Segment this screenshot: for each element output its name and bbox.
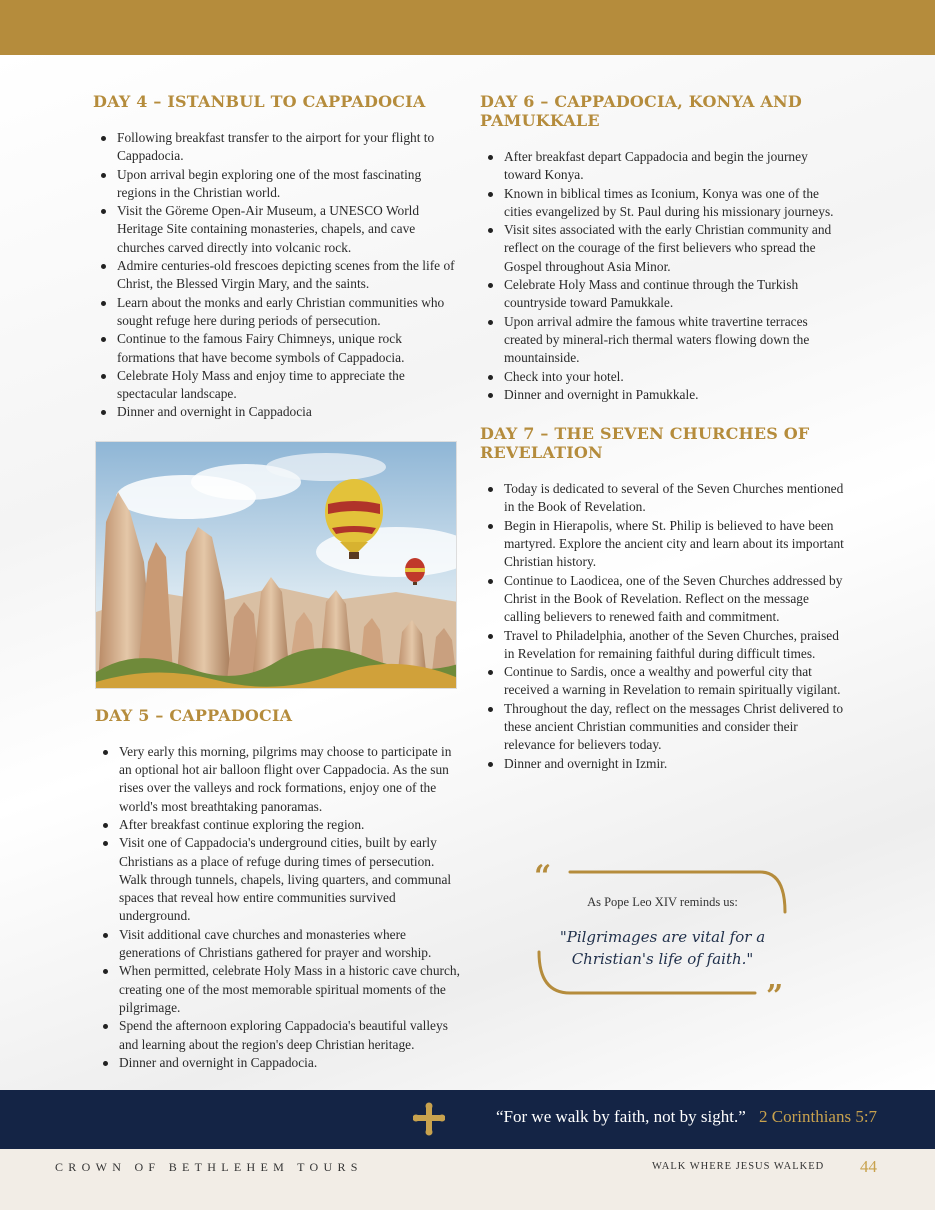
list-item: Very early this morning, pilgrims may choose to participate in an optional hot air balloon flight over Cappadocia. As the sun rises over the valleys and rock formations, enjoy one of the world's most breathtaking panoramas.	[95, 743, 461, 816]
list-item: Celebrate Holy Mass and enjoy time to appreciate the spectacular landscape.	[93, 367, 461, 404]
day5-list	[95, 743, 461, 1072]
list-item: Continue to Laodicea, one of the Seven Churches addressed by Christ in the Book of Revelation. Reflect on the message calling believers to renewed faith and commitment.	[480, 572, 845, 627]
open-quote-icon: “	[534, 859, 552, 894]
left-column	[93, 92, 461, 1072]
list-item: Visit additional cave churches and monasteries where generations of Christians gathered for prayer and worship.	[95, 926, 461, 963]
day5-heading: DAY 5 – CAPPADOCIA	[95, 705, 293, 725]
list-item: Continue to the famous Fairy Chimneys, unique rock formations that have become symbols of Cappadocia.	[93, 330, 461, 367]
list-item: Upon arrival begin exploring one of the most fascinating regions in the Christian world.	[93, 166, 461, 203]
cappadocia-balloons-photo	[95, 441, 457, 689]
list-item: Today is dedicated to several of the Seven Churches mentioned in the Book of Revelation.	[480, 480, 845, 517]
quote-box	[530, 859, 795, 1014]
list-item: Learn about the monks and early Christian communities who sought refuge here during periods of persecution.	[93, 294, 461, 331]
list-item: Dinner and overnight in Cappadocia.	[95, 1054, 461, 1072]
list-item: After breakfast continue exploring the region.	[95, 816, 461, 834]
day4-list	[93, 129, 461, 422]
footer-band	[0, 1090, 935, 1149]
list-item: Dinner and overnight in Cappadocia	[93, 403, 461, 421]
list-item: Visit the Göreme Open-Air Museum, a UNESCO World Heritage Site containing monasteries, chapels, and cave churches carved directly into volcanic rock.	[93, 202, 461, 257]
day7-list	[480, 480, 845, 773]
footer-reference: 2 Corinthians 5:7	[759, 1107, 878, 1126]
brand-name: CROWN OF BETHLEHEM TOURS	[55, 1160, 363, 1174]
list-item: Visit one of Cappadocia's underground cities, built by early Christians as a place of refuge during times of persecution. Walk through tunnels, chapels, living quarters, and communal spaces that reveal how entire communities survived underground.	[95, 834, 461, 925]
list-item: Check into your hotel.	[480, 368, 845, 386]
day6-heading: DAY 6 – CAPPADOCIA, KONYA AND PAMUKKALE	[480, 92, 802, 130]
list-item: Dinner and overnight in Izmir.	[480, 755, 845, 773]
page-number: 44	[860, 1157, 877, 1176]
cross-icon	[413, 1102, 445, 1140]
list-item: Spend the afternoon exploring Cappadocia's beautiful valleys and learning about the region's deep Christian heritage.	[95, 1017, 461, 1054]
tagline: WALK WHERE JESUS WALKED	[652, 1161, 825, 1172]
list-item: Admire centuries-old frescoes depicting scenes from the life of Christ, the Blessed Virgin Mary, and the saints.	[93, 257, 461, 294]
list-item: Throughout the day, reflect on the messages Christ delivered to these ancient Christian communities and consider their relevance for believers today.	[480, 700, 845, 755]
bottom-strip	[0, 1149, 935, 1210]
quote-text: "Pilgrimages are vital for a Christian's life of faith."	[559, 928, 766, 968]
list-item: After breakfast depart Cappadocia and begin the journey toward Konya.	[480, 148, 845, 185]
list-item: Continue to Sardis, once a wealthy and powerful city that received a warning in Revelation to remain spiritually vigilant.	[480, 663, 845, 700]
header-band	[0, 0, 935, 55]
list-item: Begin in Hierapolis, where St. Philip is believed to have been martyred. Explore the ancient city and learn about its important Christian history.	[480, 517, 845, 572]
list-item: Travel to Philadelphia, another of the Seven Churches, praised in Revelation for remaining faithful during difficult times.	[480, 627, 845, 664]
close-quote-icon: ”	[766, 979, 784, 1014]
day7-heading: DAY 7 – THE SEVEN CHURCHES OF REVELATION	[480, 424, 810, 463]
day4-heading: DAY 4 – ISTANBUL TO CAPPADOCIA	[93, 92, 426, 111]
footer-verse: “For we walk by faith, not by sight.”	[496, 1107, 746, 1126]
list-item: When permitted, celebrate Holy Mass in a historic cave church, creating one of the most memorable spiritual moments of the pilgrimage.	[95, 962, 461, 1017]
right-column	[480, 92, 845, 773]
list-item: Visit sites associated with the early Christian community and reflect on the courage of the first believers who spread the Gospel throughout Asia Minor.	[480, 221, 845, 276]
list-item: Following breakfast transfer to the airport for your flight to Cappadocia.	[93, 129, 461, 166]
day6-list	[480, 148, 845, 404]
list-item: Dinner and overnight in Pamukkale.	[480, 386, 845, 404]
list-item: Upon arrival admire the famous white travertine terraces created by mineral-rich thermal waters flowing down the mountainside.	[480, 313, 845, 368]
list-item: Known in biblical times as Iconium, Konya was one of the cities evangelized by St. Paul during his missionary journeys.	[480, 185, 845, 222]
quote-intro: As Pope Leo XIV reminds us:	[587, 895, 738, 909]
list-item: Celebrate Holy Mass and continue through the Turkish countryside toward Pamukkale.	[480, 276, 845, 313]
